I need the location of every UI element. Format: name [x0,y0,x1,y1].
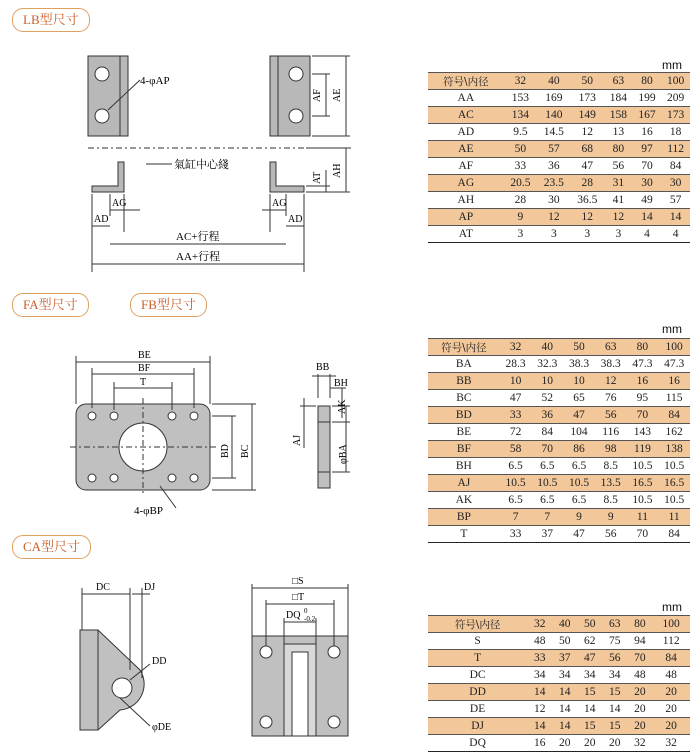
table-row [428,356,690,373]
header-bore-cell: 32 [500,339,532,356]
fa-bb-label: BB [316,362,330,373]
table-row [428,158,690,175]
table-row [428,475,690,492]
value-cell: 10.5 [563,475,595,492]
lb-center-label: 氣缸中心綫 [174,159,229,171]
fb-section-title: FB型尺寸 [130,293,207,317]
value-cell: 86 [563,441,595,458]
table-row [428,107,690,124]
table-row [428,175,690,192]
symbol-cell: T [428,650,527,667]
value-cell: 12 [527,701,552,718]
lb-ad-left: AD [94,214,109,225]
value-cell: 33 [500,407,532,424]
symbol-cell: DJ [428,718,527,735]
value-cell: 153 [504,90,537,107]
table-row [428,424,690,441]
lb-ae-label: AE [332,88,343,102]
value-cell: 98 [595,441,627,458]
table-header-row [428,616,690,633]
value-cell: 134 [504,107,537,124]
value-cell: 33 [504,158,537,175]
value-cell: 30 [537,192,570,209]
value-cell: 6.5 [531,492,563,509]
value-cell: 72 [500,424,532,441]
fa-bc-label: BC [240,444,251,458]
value-cell: 28 [571,175,604,192]
value-cell: 6.5 [500,458,532,475]
lb-ad-right: AD [288,214,303,225]
value-cell: 20 [552,735,577,752]
symbol-cell: AA [428,90,504,107]
value-cell: 47.3 [658,356,690,373]
value-cell: 6.5 [531,458,563,475]
value-cell: 11 [658,509,690,526]
header-bore-cell: 80 [627,339,659,356]
value-cell: 15 [602,718,627,735]
value-cell: 10.5 [658,458,690,475]
value-cell: 9 [595,509,627,526]
value-cell: 20 [577,735,602,752]
value-cell: 14 [552,718,577,735]
fa-t-label: T [140,377,147,388]
value-cell: 14.5 [537,124,570,141]
value-cell: 169 [537,90,570,107]
value-cell: 16 [658,373,690,390]
value-cell: 15 [577,684,602,701]
value-cell: 20 [627,701,652,718]
fa-be-label: BE [138,350,151,361]
value-cell: 20 [627,718,652,735]
lb-section-title: LB型尺寸 [12,8,90,32]
value-cell: 20 [602,735,627,752]
table-row [428,650,690,667]
value-cell: 6.5 [563,458,595,475]
value-cell: 7 [531,509,563,526]
symbol-cell: DQ [428,735,527,752]
value-cell: 15 [602,684,627,701]
ca-dq-label: DQ [286,610,301,621]
value-cell: 20 [627,684,652,701]
value-cell: 34 [552,667,577,684]
lb-af-label: AF [312,89,323,102]
value-cell: 32 [627,735,652,752]
value-cell: 15 [577,718,602,735]
value-cell: 10 [531,373,563,390]
value-cell: 56 [602,650,627,667]
table-row [428,735,690,752]
value-cell: 94 [627,633,652,650]
value-cell: 33 [527,650,552,667]
header-symbol-cell: 符号\内径 [428,616,527,633]
value-cell: 49 [633,192,662,209]
symbol-cell: BP [428,509,500,526]
value-cell: 97 [633,141,662,158]
lb-at-label: AT [312,171,323,184]
table-row [428,684,690,701]
value-cell: 37 [552,650,577,667]
value-cell: 10.5 [627,458,659,475]
value-cell: 12 [571,209,604,226]
value-cell: 20 [652,718,690,735]
value-cell: 20.5 [504,175,537,192]
header-bore-cell: 32 [504,73,537,90]
value-cell: 173 [571,90,604,107]
symbol-cell: AK [428,492,500,509]
value-cell: 104 [563,424,595,441]
symbol-cell: DC [428,667,527,684]
value-cell: 56 [595,407,627,424]
value-cell: 48 [627,667,652,684]
value-cell: 10.5 [500,475,532,492]
value-cell: 8.5 [595,458,627,475]
value-cell: 70 [627,407,659,424]
value-cell: 138 [658,441,690,458]
value-cell: 70 [627,650,652,667]
ca-t-label: □T [292,592,305,603]
value-cell: 10 [563,373,595,390]
header-bore-cell: 100 [658,339,690,356]
value-cell: 30 [661,175,690,192]
fa-bh-label: BH [334,378,348,389]
value-cell: 48 [527,633,552,650]
value-cell: 28.3 [500,356,532,373]
fa-spec-table [428,338,690,543]
value-cell: 38.3 [563,356,595,373]
value-cell: 62 [577,633,602,650]
value-cell: 84 [661,158,690,175]
value-cell: 7 [500,509,532,526]
lb-ag-right: AG [272,198,287,209]
value-cell: 38.3 [595,356,627,373]
value-cell: 14 [552,684,577,701]
value-cell: 10.5 [658,492,690,509]
value-cell: 16 [633,124,662,141]
table-row [428,390,690,407]
symbol-cell: DD [428,684,527,701]
ca-section-title: CA型尺寸 [12,535,91,559]
fa-bf-label: BF [138,363,151,374]
symbol-cell: S [428,633,527,650]
header-bore-cell: 80 [627,616,652,633]
symbol-cell: BC [428,390,500,407]
header-bore-cell: 50 [577,616,602,633]
value-cell: 149 [571,107,604,124]
value-cell: 12 [571,124,604,141]
value-cell: 16.5 [658,475,690,492]
value-cell: 57 [537,141,570,158]
value-cell: 41 [604,192,633,209]
value-cell: 70 [531,441,563,458]
table-row [428,407,690,424]
table-row [428,458,690,475]
value-cell: 14 [527,718,552,735]
value-cell: 58 [500,441,532,458]
value-cell: 84 [658,407,690,424]
value-cell: 184 [604,90,633,107]
value-cell: 6.5 [500,492,532,509]
header-bore-cell: 63 [604,73,633,90]
value-cell: 32.3 [531,356,563,373]
value-cell: 52 [531,390,563,407]
value-cell: 34 [602,667,627,684]
fa-bd-label: BD [220,444,231,458]
value-cell: 4 [661,226,690,243]
value-cell: 112 [652,633,690,650]
table-row [428,124,690,141]
value-cell: 13 [604,124,633,141]
value-cell: 47 [571,158,604,175]
table-row [428,667,690,684]
symbol-cell: BE [428,424,500,441]
header-symbol-cell: 符号\内径 [428,339,500,356]
table-header-row [428,73,690,90]
value-cell: 37 [531,526,563,543]
header-bore-cell: 80 [633,73,662,90]
value-cell: 143 [627,424,659,441]
ca-s-label: □S [292,576,304,587]
value-cell: 14 [527,684,552,701]
value-cell: 70 [633,158,662,175]
value-cell: 47 [500,390,532,407]
symbol-cell: AE [428,141,504,158]
value-cell: 14 [633,209,662,226]
symbol-cell: BF [428,441,500,458]
symbol-cell: DE [428,701,527,718]
table-row [428,633,690,650]
symbol-cell: AH [428,192,504,209]
value-cell: 84 [658,526,690,543]
value-cell: 47 [563,526,595,543]
value-cell: 34 [577,667,602,684]
symbol-cell: BH [428,458,500,475]
table-row [428,441,690,458]
value-cell: 10.5 [627,492,659,509]
value-cell: 115 [658,390,690,407]
value-cell: 47.3 [627,356,659,373]
lb-unit: mm [662,58,682,72]
value-cell: 9.5 [504,124,537,141]
lb-aa-stroke: AA+行程 [176,251,221,263]
value-cell: 3 [604,226,633,243]
symbol-cell: AD [428,124,504,141]
value-cell: 23.5 [537,175,570,192]
table-header-row [428,339,690,356]
ca-dq-tol-lower: -0.2 [304,615,316,623]
ca-dd-label: DD [152,656,167,667]
table-row [428,373,690,390]
lb-ah-label: AH [332,163,343,178]
value-cell: 8.5 [595,492,627,509]
symbol-cell: BD [428,407,500,424]
header-bore-cell: 63 [602,616,627,633]
symbol-cell: AP [428,209,504,226]
value-cell: 57 [661,192,690,209]
symbol-cell: AG [428,175,504,192]
value-cell: 36 [537,158,570,175]
header-bore-cell: 40 [552,616,577,633]
value-cell: 140 [537,107,570,124]
symbol-cell: AJ [428,475,500,492]
value-cell: 9 [504,209,537,226]
value-cell: 10 [500,373,532,390]
value-cell: 18 [661,124,690,141]
value-cell: 209 [661,90,690,107]
symbol-cell: BA [428,356,500,373]
value-cell: 3 [537,226,570,243]
fa-ak-label: AK [337,399,348,414]
value-cell: 11 [627,509,659,526]
value-cell: 12 [537,209,570,226]
value-cell: 56 [604,158,633,175]
table-row [428,209,690,226]
value-cell: 9 [563,509,595,526]
header-bore-cell: 40 [531,339,563,356]
value-cell: 36.5 [571,192,604,209]
value-cell: 14 [661,209,690,226]
fa-hole-label: 4-φBP [134,505,163,517]
value-cell: 112 [661,141,690,158]
ca-spec-table [428,615,690,752]
value-cell: 10.5 [531,475,563,492]
value-cell: 14 [602,701,627,718]
lb-hole-label: 4-φAP [140,75,170,87]
header-bore-cell: 32 [527,616,552,633]
value-cell: 3 [504,226,537,243]
value-cell: 20 [652,701,690,718]
ca-drawing [0,560,420,750]
header-bore-cell: 100 [652,616,690,633]
ca-dq-tol-upper: 0 [304,607,308,615]
lb-ac-stroke: AC+行程 [176,231,220,243]
value-cell: 6.5 [563,492,595,509]
fa-unit: mm [662,322,682,336]
value-cell: 199 [633,90,662,107]
value-cell: 33 [500,526,532,543]
fa-section-title: FA型尺寸 [12,293,89,317]
value-cell: 84 [652,650,690,667]
value-cell: 16 [627,373,659,390]
ca-dj-label: DJ [144,582,156,593]
header-bore-cell: 63 [595,339,627,356]
symbol-cell: AF [428,158,504,175]
value-cell: 167 [633,107,662,124]
value-cell: 70 [627,526,659,543]
value-cell: 162 [658,424,690,441]
symbol-cell: T [428,526,500,543]
value-cell: 50 [552,633,577,650]
lb-spec-table [428,72,690,243]
fa-drawing [0,318,420,528]
value-cell: 13.5 [595,475,627,492]
value-cell: 47 [577,650,602,667]
value-cell: 14 [577,701,602,718]
symbol-cell: BB [428,373,500,390]
value-cell: 16.5 [627,475,659,492]
ca-de-label: φDE [152,722,172,733]
value-cell: 95 [627,390,659,407]
value-cell: 119 [627,441,659,458]
table-row [428,90,690,107]
header-symbol-cell: 符号\内径 [428,73,504,90]
table-row [428,509,690,526]
value-cell: 34 [527,667,552,684]
symbol-cell: AC [428,107,504,124]
value-cell: 50 [504,141,537,158]
value-cell: 4 [633,226,662,243]
value-cell: 116 [595,424,627,441]
value-cell: 12 [604,209,633,226]
value-cell: 76 [595,390,627,407]
symbol-cell: AT [428,226,504,243]
table-row [428,192,690,209]
table-row [428,718,690,735]
value-cell: 32 [652,735,690,752]
lb-ag-left: AG [112,198,127,209]
value-cell: 75 [602,633,627,650]
value-cell: 173 [661,107,690,124]
fa-ba-label: φBA [338,444,349,464]
header-bore-cell: 50 [563,339,595,356]
value-cell: 31 [604,175,633,192]
table-row [428,701,690,718]
table-row [428,492,690,509]
value-cell: 158 [604,107,633,124]
value-cell: 65 [563,390,595,407]
table-row [428,141,690,158]
value-cell: 3 [571,226,604,243]
value-cell: 30 [633,175,662,192]
ca-unit: mm [662,600,682,614]
fa-aj-label: AJ [292,434,303,446]
value-cell: 48 [652,667,690,684]
value-cell: 84 [531,424,563,441]
table-row [428,526,690,543]
value-cell: 36 [531,407,563,424]
value-cell: 16 [527,735,552,752]
header-bore-cell: 50 [571,73,604,90]
value-cell: 20 [652,684,690,701]
value-cell: 14 [552,701,577,718]
value-cell: 28 [504,192,537,209]
value-cell: 68 [571,141,604,158]
ca-dc-label: DC [96,582,110,593]
table-row [428,226,690,243]
header-bore-cell: 40 [537,73,570,90]
value-cell: 80 [604,141,633,158]
value-cell: 56 [595,526,627,543]
lb-drawing [0,40,420,310]
value-cell: 12 [595,373,627,390]
value-cell: 47 [563,407,595,424]
header-bore-cell: 100 [661,73,690,90]
